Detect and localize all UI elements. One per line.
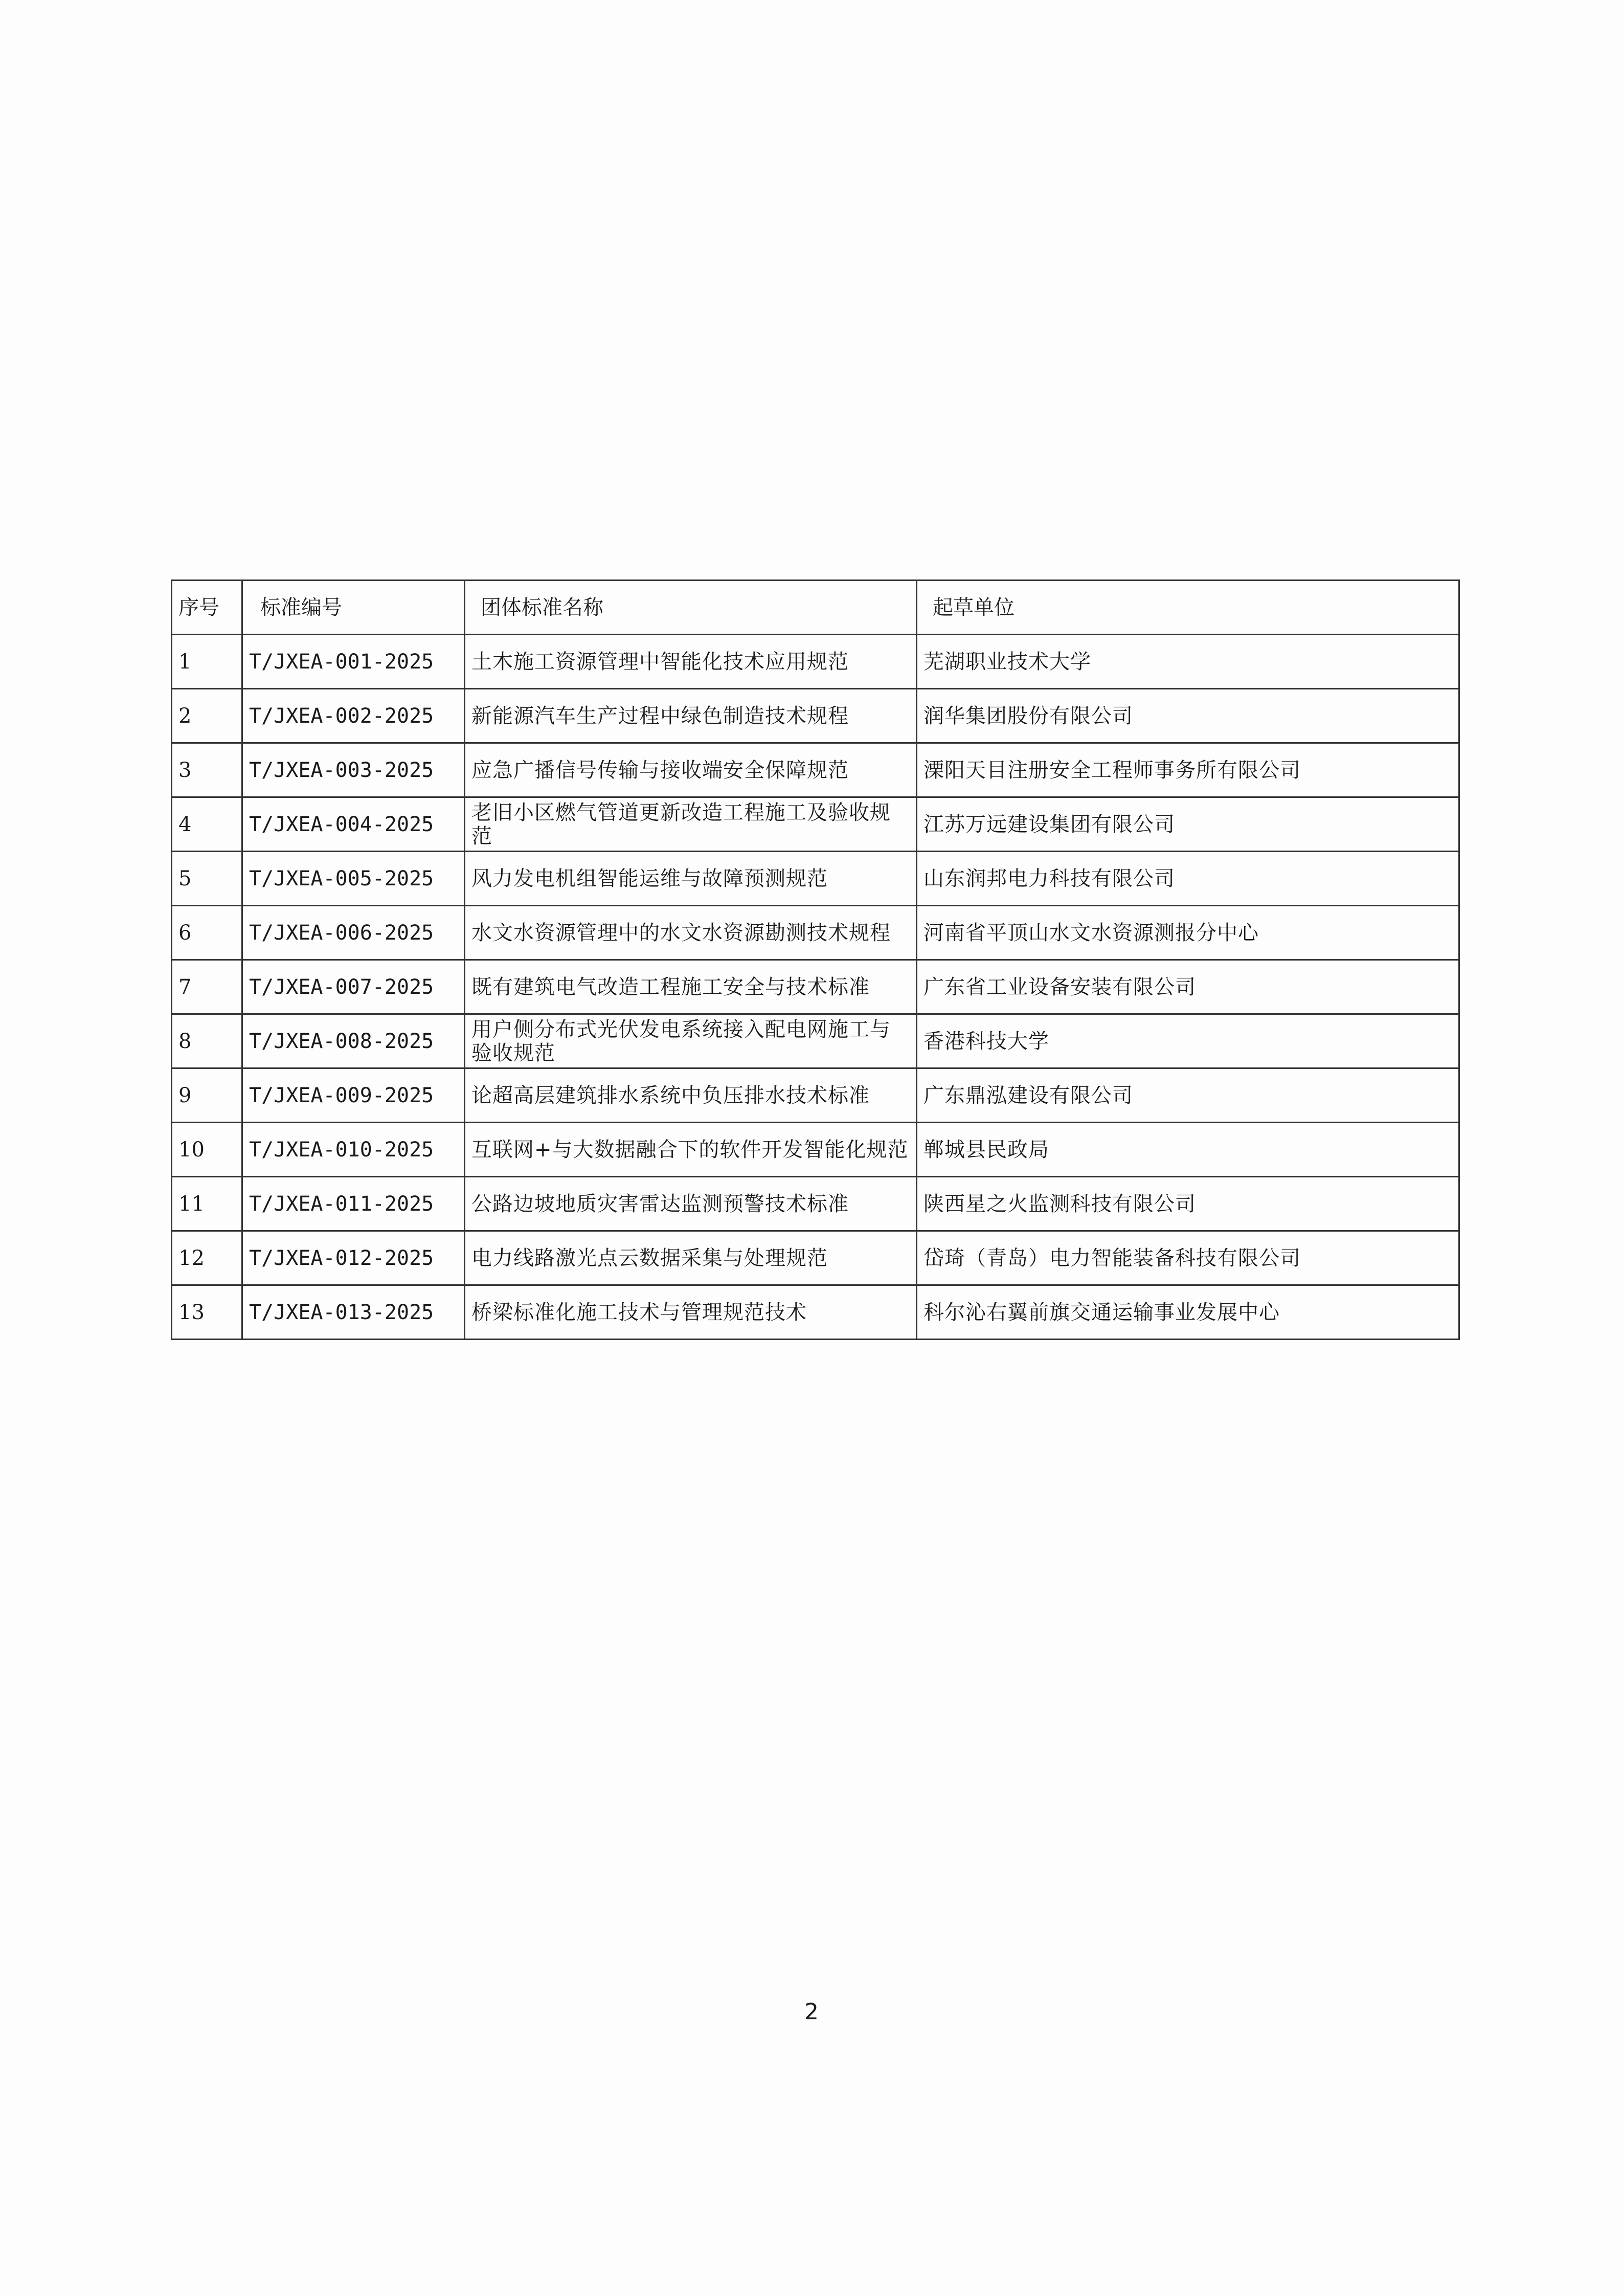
drafting-unit-cell: 岱琦（青岛）电力智能装备科技有限公司: [917, 1231, 1459, 1285]
serial-number-cell: 10: [172, 1123, 242, 1177]
standard-name-cell: 应急广播信号传输与接收端安全保障规范: [465, 743, 917, 797]
header-standard-name: 团体标准名称: [465, 581, 917, 635]
serial-number-cell: 6: [172, 906, 242, 960]
table-row: [172, 797, 1459, 852]
header-serial-number: 序号: [172, 581, 242, 635]
drafting-unit-cell: 郸城县民政局: [917, 1123, 1459, 1177]
table-row: [172, 635, 1459, 689]
serial-number-cell: 8: [172, 1014, 242, 1068]
table-row: [172, 852, 1459, 906]
standard-name-cell: 老旧小区燃气管道更新改造工程施工及验收规范: [465, 797, 917, 852]
standard-code-cell: T/JXEA-012-2025: [242, 1231, 465, 1285]
drafting-unit-cell: 润华集团股份有限公司: [917, 689, 1459, 743]
page-number: 2: [804, 1999, 819, 2025]
table-row: [172, 1123, 1459, 1177]
standard-code-cell: T/JXEA-009-2025: [242, 1068, 465, 1123]
serial-number-cell: 7: [172, 960, 242, 1014]
standard-code-cell: T/JXEA-006-2025: [242, 906, 465, 960]
drafting-unit-cell: 山东润邦电力科技有限公司: [917, 852, 1459, 906]
standard-code-cell: T/JXEA-011-2025: [242, 1177, 465, 1231]
table-row: [172, 906, 1459, 960]
drafting-unit-cell: 溧阳天目注册安全工程师事务所有限公司: [917, 743, 1459, 797]
drafting-unit-cell: 香港科技大学: [917, 1014, 1459, 1068]
standard-code-cell: T/JXEA-001-2025: [242, 635, 465, 689]
standard-code-cell: T/JXEA-008-2025: [242, 1014, 465, 1068]
standard-code-cell: T/JXEA-002-2025: [242, 689, 465, 743]
serial-number-cell: 12: [172, 1231, 242, 1285]
standard-name-cell: 桥梁标准化施工技术与管理规范技术: [465, 1285, 917, 1340]
table-row: [172, 1014, 1459, 1068]
standard-code-cell: T/JXEA-013-2025: [242, 1285, 465, 1340]
standards-table: [171, 579, 1460, 1340]
drafting-unit-cell: 广东鼎泓建设有限公司: [917, 1068, 1459, 1123]
table-row: [172, 1177, 1459, 1231]
table-row: [172, 1285, 1459, 1340]
serial-number-cell: 2: [172, 689, 242, 743]
drafting-unit-cell: 科尔沁右翼前旗交通运输事业发展中心: [917, 1285, 1459, 1340]
table-row: [172, 960, 1459, 1014]
serial-number-cell: 11: [172, 1177, 242, 1231]
table-row: [172, 1231, 1459, 1285]
table-header-row: [172, 581, 1459, 635]
header-drafting-unit: 起草单位: [917, 581, 1459, 635]
serial-number-cell: 4: [172, 797, 242, 852]
header-standard-code: 标准编号: [242, 581, 465, 635]
table-row: [172, 689, 1459, 743]
serial-number-cell: 3: [172, 743, 242, 797]
standard-name-cell: 土木施工资源管理中智能化技术应用规范: [465, 635, 917, 689]
table-row: [172, 1068, 1459, 1123]
table-body: [172, 635, 1459, 1340]
standard-code-cell: T/JXEA-005-2025: [242, 852, 465, 906]
standard-name-cell: 论超高层建筑排水系统中负压排水技术标准: [465, 1068, 917, 1123]
standard-code-cell: T/JXEA-004-2025: [242, 797, 465, 852]
standard-name-cell: 新能源汽车生产过程中绿色制造技术规程: [465, 689, 917, 743]
drafting-unit-cell: 陕西星之火监测科技有限公司: [917, 1177, 1459, 1231]
standard-code-cell: T/JXEA-003-2025: [242, 743, 465, 797]
table-row: [172, 743, 1459, 797]
standard-code-cell: T/JXEA-010-2025: [242, 1123, 465, 1177]
drafting-unit-cell: 河南省平顶山水文水资源测报分中心: [917, 906, 1459, 960]
standard-name-cell: 互联网+与大数据融合下的软件开发智能化规范: [465, 1123, 917, 1177]
drafting-unit-cell: 广东省工业设备安装有限公司: [917, 960, 1459, 1014]
standard-name-cell: 风力发电机组智能运维与故障预测规范: [465, 852, 917, 906]
standard-name-cell: 电力线路激光点云数据采集与处理规范: [465, 1231, 917, 1285]
serial-number-cell: 9: [172, 1068, 242, 1123]
standard-name-cell: 公路边坡地质灾害雷达监测预警技术标准: [465, 1177, 917, 1231]
serial-number-cell: 5: [172, 852, 242, 906]
drafting-unit-cell: 江苏万远建设集团有限公司: [917, 797, 1459, 852]
serial-number-cell: 13: [172, 1285, 242, 1340]
standard-name-cell: 水文水资源管理中的水文水资源勘测技术规程: [465, 906, 917, 960]
drafting-unit-cell: 芜湖职业技术大学: [917, 635, 1459, 689]
standard-name-cell: 用户侧分布式光伏发电系统接入配电网施工与验收规范: [465, 1014, 917, 1068]
standard-code-cell: T/JXEA-007-2025: [242, 960, 465, 1014]
standard-name-cell: 既有建筑电气改造工程施工安全与技术标准: [465, 960, 917, 1014]
serial-number-cell: 1: [172, 635, 242, 689]
